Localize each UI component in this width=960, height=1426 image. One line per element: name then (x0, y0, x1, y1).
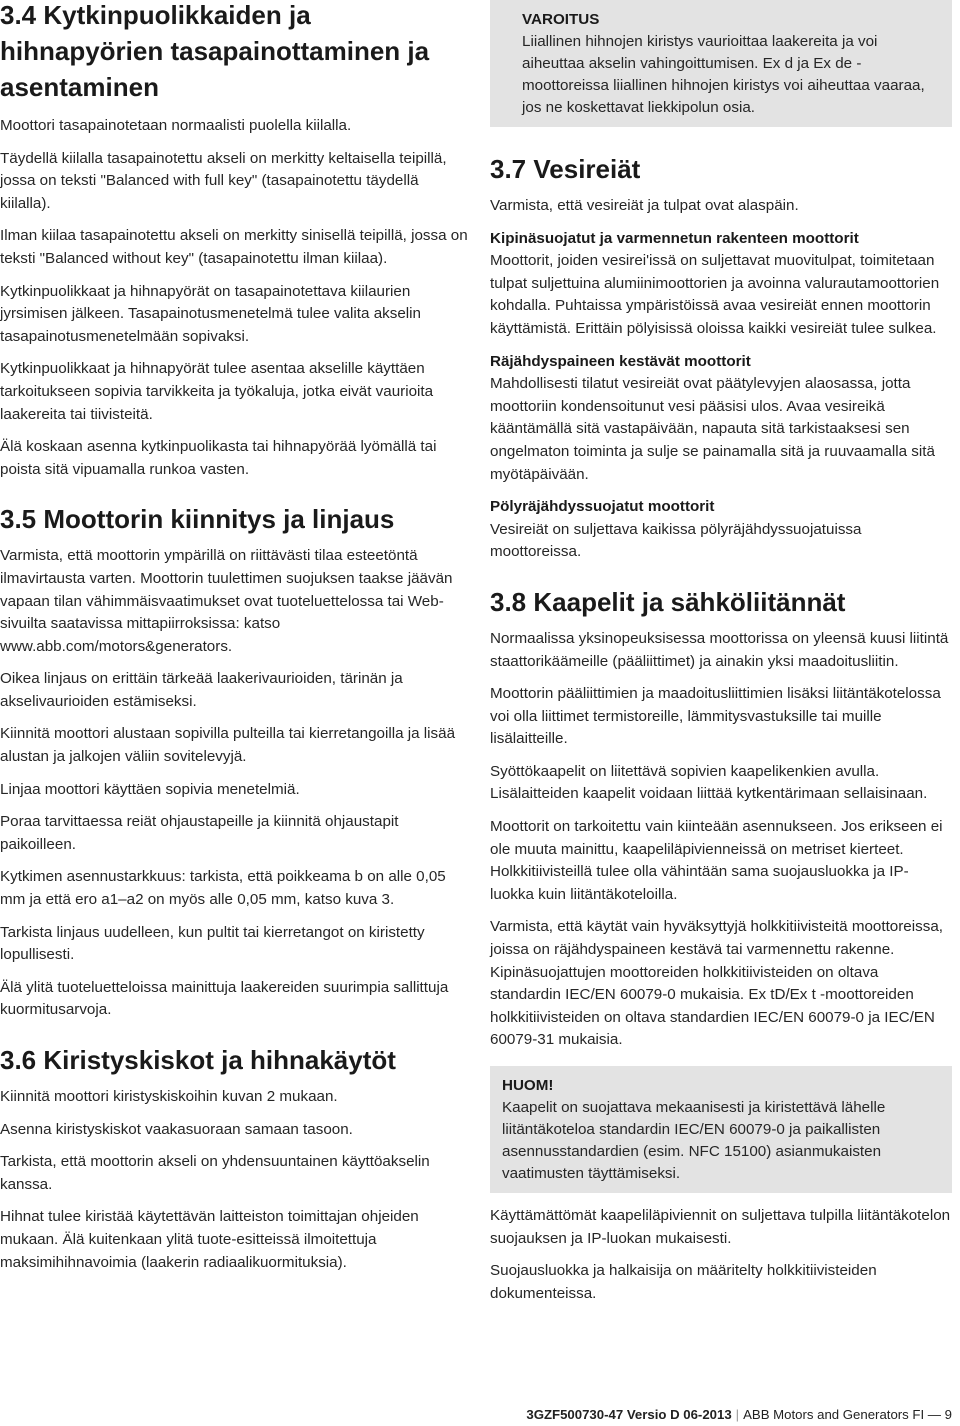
section-3-5-body (0, 545, 468, 1022)
warning-box (490, 0, 952, 127)
paragraph: Käyttämättömät kaapeliläpiviennit on suljettava tulpilla liitäntäkotelon suojauksen ja IP-luokan mukaisesti. (490, 1207, 951, 1247)
section-3-6-body (0, 1086, 468, 1274)
paragraph: Vesireiät on suljettava kaikissa pölyräjähdyssuojatuissa moottoreissa. (490, 520, 862, 561)
note-text: Kaapelit on suojattava mekaanisesti ja kiristettävä lähelle liitäntäkoteloa standardin IEC/EN 60079-0 ja paikallisten asennusstandardien (esim. NFC 15100) asianmukaisten vaatimusten täyttämiseksi. (502, 1099, 886, 1182)
warning-title: VAROITUS (522, 11, 600, 28)
paragraph: Moottorit on tarkoitettu vain kiinteään asennukseen. Jos erikseen ei ole muuta mainittu, kaapeliläpivienneissä on metriset kierteet. Holkkitiivisteillä tulee olla vähintään sama suojausluokka ja IP-luokka kuin liitäntäkoteloilla. (490, 818, 943, 903)
subheading: Räjähdyspaineen kestävät moottorit (490, 352, 751, 370)
note-box (490, 1066, 952, 1193)
paragraph: Mahdollisesti tilatut vesireiät ovat päätylevyjen alaosassa, jotta moottoriin kondensoitunut vesi pääsisi ulos. Avaa vesireikä kääntämällä sitä vastapäivään, napauta sitä tarkistaaksesi sen ongelmaton toiminta ja sulje se painamalla sitä ja ruuvaamalla sitä myötäpäivään. (490, 375, 935, 483)
page-footer (500, 1406, 952, 1424)
footer-separator: | (735, 1407, 740, 1422)
paragraph: Varmista, että moottorin ympärillä on riittävästi tilaa esteetöntä ilmavirtausta varten. Moottorin tuulettimen suojuksen taakse jäävän vapaan tilan vähimmäisvaatimukset ovat tuoteluettelossa tai Web-sivuilta saatavissa mittapiirroksissa: katso www.abb.com/motors&generators. (0, 547, 453, 655)
subheading: Kipinäsuojatut ja varmennetun rakenteen moottorit (490, 229, 859, 247)
paragraph: Älä ylitä tuoteluetteloissa mainittuja laakereiden suurimpia sallittuja kuormitusarvoja. (0, 978, 449, 1019)
section-3-7-body (490, 195, 952, 564)
paragraph: Kiinnitä moottori alustaan sopivilla pulteilla tai kierretangoilla ja lisää alustan ja jalkojen väliin sovitelevyjä. (0, 725, 456, 766)
left-column (0, 0, 468, 1284)
paragraph: Poraa tarvittaessa reiät ohjaustapeille ja kiinnitä ohjaustapit paikoilleen. (0, 813, 399, 853)
note-title: HUOM! (502, 1077, 554, 1094)
subheading: Pölyräjähdyssuojatut moottorit (490, 498, 715, 516)
paragraph: Suojausluokka ja halkaisija on määritelty holkkitiivisteiden dokumenteissa. (490, 1262, 877, 1302)
footer-text: ABB Motors and Generators FI — 9 (743, 1407, 952, 1422)
paragraph: Älä koskaan asenna kytkinpuolikasta tai hihnapyörää lyömällä tai poista sitä vipuamalla runkoa vasten. (0, 438, 437, 478)
paragraph: Kytkinpuolikkaat ja hihnapyörät on tasapainotettava kiilaurien jyrsimisen jälkeen. Tasapainotusmenetelmä tulee valita akselin tasapainotusmenetelmään sopivaksi. (0, 282, 421, 345)
right-column (490, 0, 952, 1315)
paragraph: Oikea linjaus on erittäin tärkeää laakerivaurioiden, tärinän ja akselivaurioiden estämiseksi. (0, 670, 403, 710)
paragraph: Moottori tasapainotetaan normaalisti puolella kiilalla. (0, 117, 352, 134)
paragraph: Varmista, että käytät vain hyväksyttyjä holkkitiivisteitä moottoreissa, joissa on räjähdyspaineen kestävä tai varmennettu rakenne. Kipinäsuojattujen moottoreiden holkkitiivisteiden on oltava standardin IEC/EN 60079-0 mukaisia. Ex tD/Ex t -moottoreiden holkkitiivisteiden on oltava standardien IEC/EN 60079-0 ja IEC/EN 60079-31 mukaisia. (490, 918, 943, 1049)
paragraph: Tarkista, että moottorin akseli on yhdensuuntainen käyttöakselin kanssa. (0, 1153, 430, 1193)
section-3-8-heading: 3.8 Kaapelit ja sähköliitännät (490, 586, 846, 617)
paragraph: Kytkinpuolikkaat ja hihnapyörät tulee asentaa akselille käyttäen tarkoitukseen sopivia tarvikkeita ja työkaluja, jotka eivät vaurioita laakereita tai tiivisteitä. (0, 360, 434, 423)
section-3-7-heading: 3.7 Vesireiät (490, 154, 641, 184)
paragraph: Moottorit, joiden vesirei'issä on suljettavat muovitulpat, toimitetaan tulpat suljettuina alumiinimoottorien ja avoinna valurautamoottorien kohdalla. Puhtaissa ympäristöissä avaa vesireiät ennen moottorin käyttämistä. Erittäin pölyisissä oloissa kaikki vesireiät tulee sulkea. (490, 252, 940, 337)
document-code: 3GZF500730-47 Versio D 06-2013 (526, 1407, 732, 1422)
section-3-4-body (0, 115, 468, 481)
paragraph: Täydellä kiilalla tasapainotettu akseli on merkitty keltaisella teipillä, jossa on teksti "Balanced with full key" (tasapainotettu täydellä kiilalla). (0, 149, 447, 212)
paragraph: Tarkista linjaus uudelleen, kun pultit tai kierretangot on kiristetty lopullisesti. (0, 923, 425, 964)
paragraph: Moottorin pääliittimien ja maadoitusliittimien lisäksi liitäntäkotelossa voi olla liittimet termistoreille, lämmitysvastuksille tai muille lisälaitteille. (490, 685, 941, 748)
paragraph: Normaalissa yksinopeuksisessa moottorissa on yleensä kuusi liitintä staattorikäämeille (pääliittimet) ja ainakin yksi maadoitusliitin. (490, 629, 949, 670)
paragraph: Hihnat tulee kiristää käytettävän laitteiston toimittajan ohjeiden mukaan. Älä kuitenkaan ylitä tuote-esitteissä ilmoitettuja maksimihihnavoimia (laakerin radiaalikuormituksia). (0, 1208, 419, 1271)
paragraph: Kiinnitä moottori kiristyskiskoihin kuvan 2 mukaan. (0, 1088, 338, 1105)
section-3-4-heading: 3.4 Kytkinpuolikkaiden ja hihnapyörien tasapainottaminen ja asentaminen (0, 0, 430, 102)
section-3-8-body (490, 628, 952, 1305)
paragraph: Kytkimen asennustarkkuus: tarkista, että poikkeama b on alle 0,05 mm ja että ero a1–a2 on myös alle 0,05 mm, katso kuva 3. (0, 868, 446, 909)
paragraph: Syöttökaapelit on liitettävä sopivien kaapelikenkien avulla. Lisälaitteiden kaapelit voidaan liittää kytkentärimaan sellaisinaan. (490, 762, 928, 803)
section-3-5-heading: 3.5 Moottorin kiinnitys ja linjaus (0, 504, 395, 535)
paragraph: Linjaa moottori käyttäen sopivia menetelmiä. (0, 780, 300, 798)
warning-text: Liiallinen hihnojen kiristys vaurioittaa laakereita ja voi aiheuttaa akselin vahingoittumisen. Ex d ja Ex de -moottoreissa liiallinen hihnojen kiristys voi aiheuttaa vaaraa, jos ne koskettavat liekkipolun osia. (522, 33, 925, 116)
section-3-6-heading: 3.6 Kiristyskiskot ja hihnakäytöt (0, 1045, 396, 1075)
paragraph: Asenna kiristyskiskot vaakasuoraan samaan tasoon. (0, 1120, 353, 1138)
paragraph: Varmista, että vesireiät ja tulpat ovat alaspäin. (490, 197, 799, 214)
paragraph: Ilman kiilaa tasapainotettu akseli on merkitty sinisellä teipillä, jossa on teksti "Balanced without key" (tasapainotettu ilman kiilaa). (0, 227, 468, 267)
